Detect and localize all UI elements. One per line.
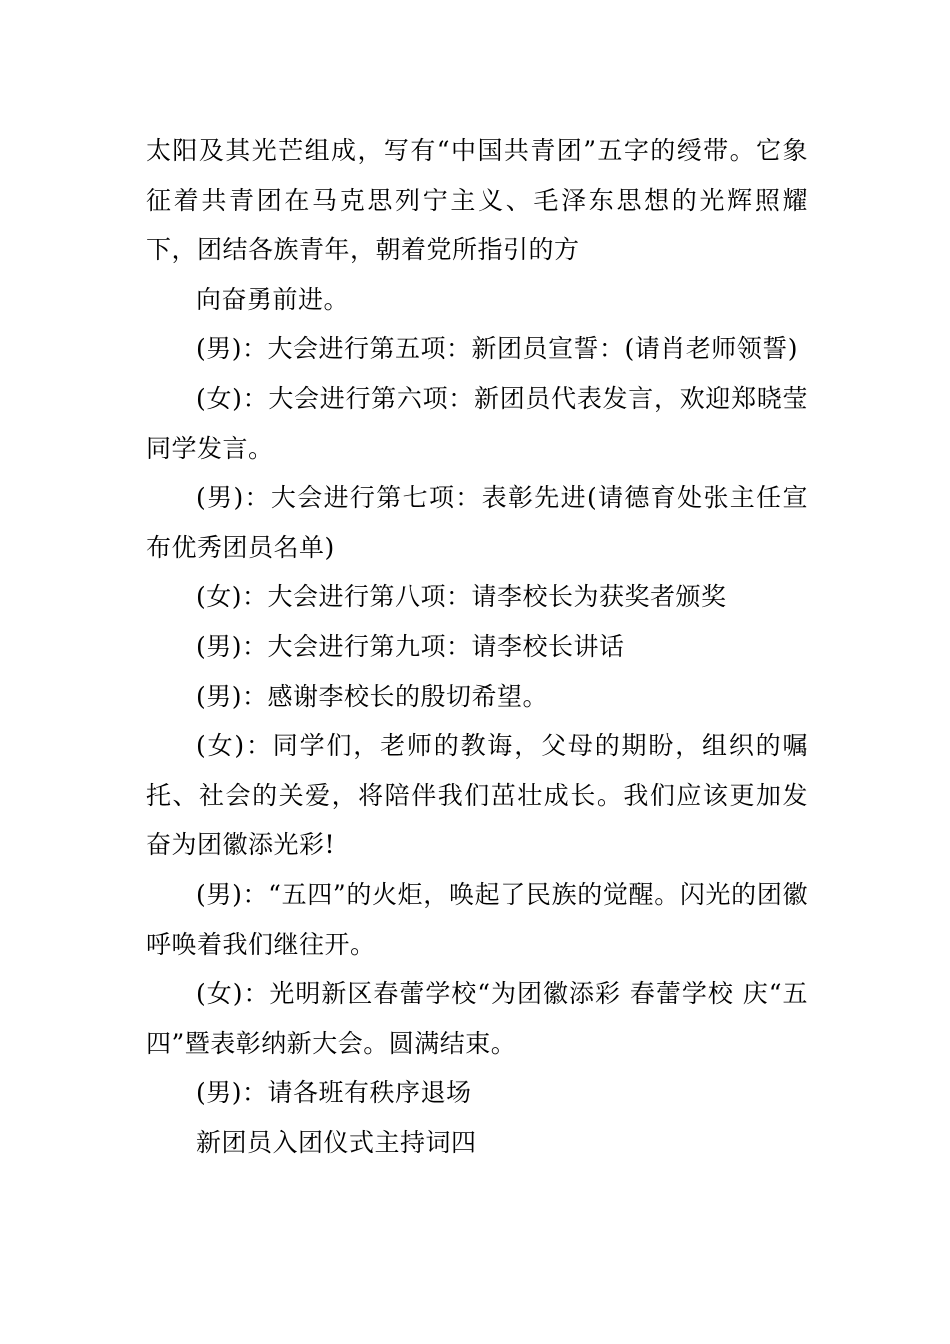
paragraph-item-8-awards: (女)：大会进行第八项：请李校长为获奖者颁奖 <box>196 582 727 612</box>
paragraph-item-9-principal-speech: (男)：大会进行第九项：请李校长讲话 <box>196 631 625 661</box>
paragraph-continuation: 向奋勇前进。 <box>196 284 350 314</box>
document-page <box>146 126 808 1167</box>
paragraph-encouragement: (女)：同学们，老师的教诲，父母的期盼，组织的嘱托、社会的关爱，将陪伴我们茁壮成长。我们应该更加发奋为团徽添光彩! <box>146 731 808 860</box>
section-heading: 新团员入团仪式主持词四 <box>196 1127 477 1157</box>
paragraph-dismissal: (男)：请各班有秩序退场 <box>196 1078 472 1108</box>
paragraph-closing: (女)：光明新区春蕾学校“为团徽添彩 春蕾学校 庆“五四”暨表彰纳新大会。圆满结束。 <box>146 979 808 1058</box>
paragraph-item-5-oath: (男)：大会进行第五项：新团员宣誓：(请肖老师领誓) <box>196 334 799 364</box>
paragraph-emblem-description: 太阳及其光芒组成，写有“中国共青团”五字的绶带。它象征着共青团在马克思列宁主义、毛泽东思想的光辉照耀下，团结各族青年，朝着党所指引的方 <box>146 136 808 265</box>
paragraph-item-6-speech: (女)：大会进行第六项：新团员代表发言，欢迎郑晓莹同学发言。 <box>146 383 808 463</box>
paragraph-may-fourth: (男)：“五四”的火炬，唤起了民族的觉醒。闪光的团徽呼唤着我们继往开。 <box>146 879 808 959</box>
paragraph-thanks: (男)：感谢李校长的殷切希望。 <box>196 681 549 711</box>
paragraph-item-7-commendation: (男)：大会进行第七项：表彰先进(请德育处张主任宣布优秀团员名单) <box>146 483 808 562</box>
